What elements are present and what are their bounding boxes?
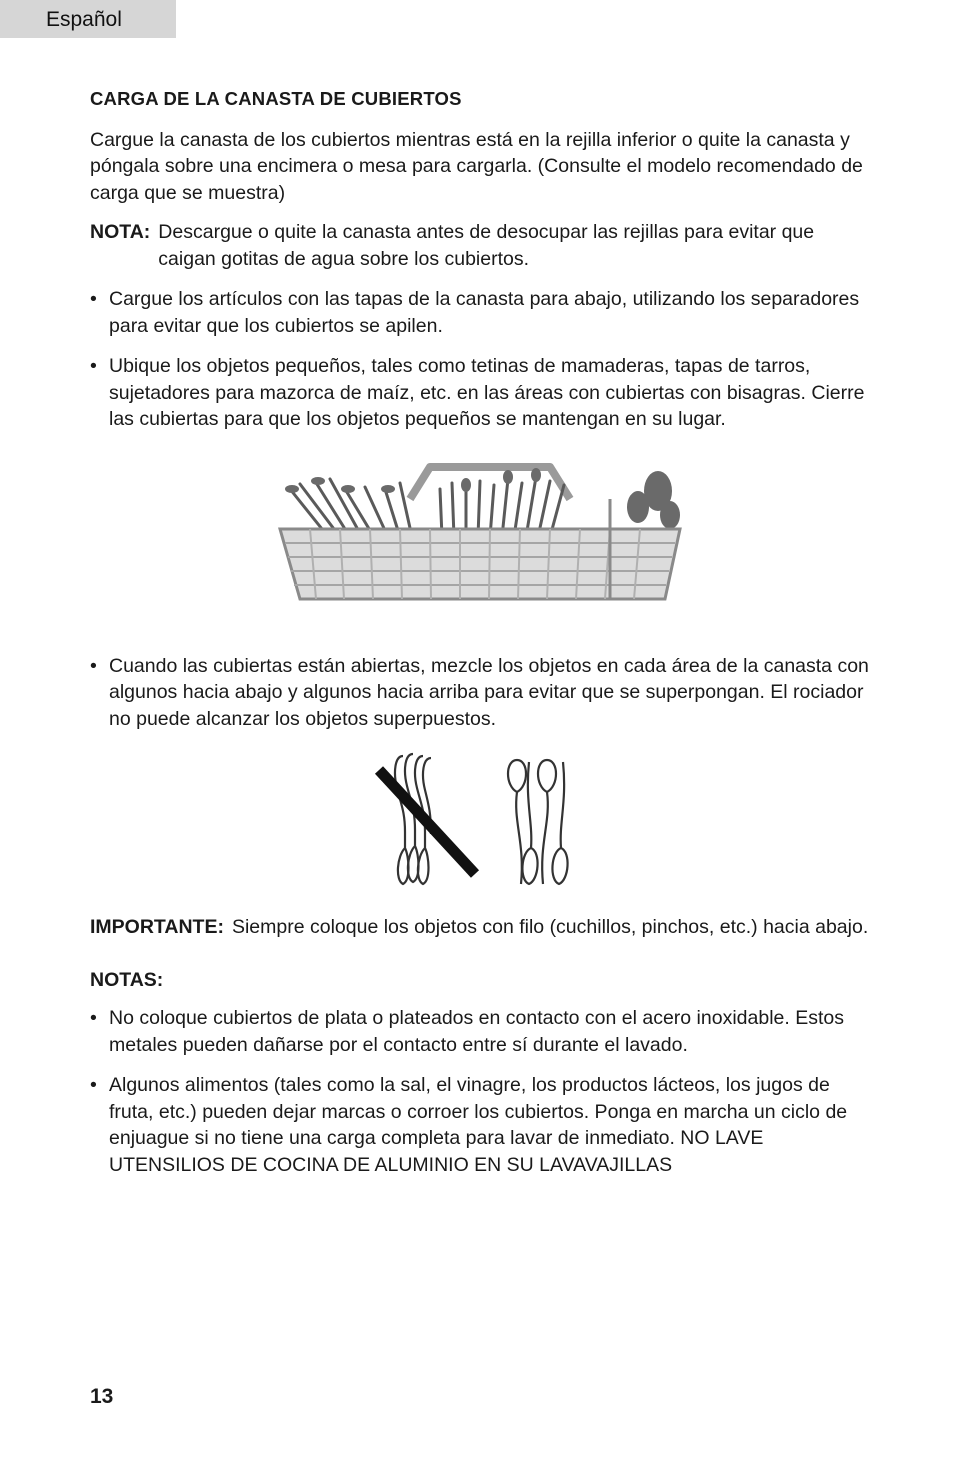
- list-item: [90, 653, 870, 733]
- cutlery-figure: [90, 752, 870, 888]
- note-block: [90, 219, 870, 272]
- list-item-text: Cuando las cubiertas están abiertas, mezcle los objetos en cada área de la canasta con algunos hacia abajo y algunos hacia arriba para evitar que se superpongan. El rociador no puede alcanzar los objetos superpuestos.: [109, 654, 869, 730]
- cutlery-basket-icon: [270, 459, 690, 609]
- bullet-icon: •: [90, 355, 97, 377]
- page-number: 13: [90, 1385, 114, 1408]
- bullet-icon: •: [90, 1007, 97, 1029]
- list-item: [90, 1005, 870, 1058]
- list-item-text: Cargue los artículos con las tapas de la canasta para abajo, utilizando los separadores para evitar que los cubiertos se apilen.: [109, 288, 860, 337]
- bullet-icon: •: [90, 288, 97, 310]
- basket-figure: [90, 459, 870, 609]
- list-item: [90, 1072, 870, 1178]
- list-item-text: No coloque cubiertos de plata o plateados en contacto con el acero inoxidable. Estos metales pueden dañarse por el contacto entre sí durante el lavado.: [109, 1007, 844, 1056]
- language-tab: Español: [0, 0, 176, 38]
- note-label: NOTA:: [90, 221, 151, 243]
- page-content: [90, 86, 870, 1192]
- spoon-nesting-icon: [365, 752, 595, 888]
- intro-paragraph: Cargue la canasta de los cubiertos mientras está en la rejilla inferior o quite la canasta y póngala sobre una encimera o mesa para cargarla. (Consulte el modelo recomendado de carga que se muestra): [90, 128, 863, 204]
- list-item: [90, 286, 870, 339]
- important-text: Siempre coloque los objetos con filo (cuchillos, pinchos, etc.) hacia abajo.: [231, 916, 869, 938]
- list-item-text: Ubique los objetos pequeños, tales como tetinas de mamaderas, tapas de tarros, sujetadores para mazorca de maíz, etc. en las áreas con cubiertas con bisagras. Cierre las cubiertas para que los objetos pequeños se mantengan en su lugar.: [109, 355, 865, 430]
- important-label: IMPORTANTE:: [90, 916, 224, 938]
- note-text: Descargue o quite la canasta antes de desocupar las rejillas para evitar que caigan gotitas de agua sobre los cubiertos.: [158, 221, 815, 270]
- important-block: [90, 914, 870, 941]
- list-item-text: Algunos alimentos (tales como la sal, el vinagre, los productos lácteos, los jugos de fruta, etc.) pueden dejar marcas o corroer los cubiertos. Ponga en marcha un ciclo de enjuague si no tiene una carga completa para lavar de inmediato. NO LAVE UTENSILIOS DE COCINA DE ALUMINIO EN SU LAVAVAJILLAS: [109, 1074, 848, 1176]
- bullet-icon: •: [90, 1074, 97, 1096]
- notes-title: NOTAS:: [90, 968, 164, 991]
- bullet-icon: •: [90, 654, 97, 677]
- section-title: CARGA DE LA CANASTA DE CUBIERTOS: [90, 88, 462, 109]
- list-item: [90, 353, 870, 433]
